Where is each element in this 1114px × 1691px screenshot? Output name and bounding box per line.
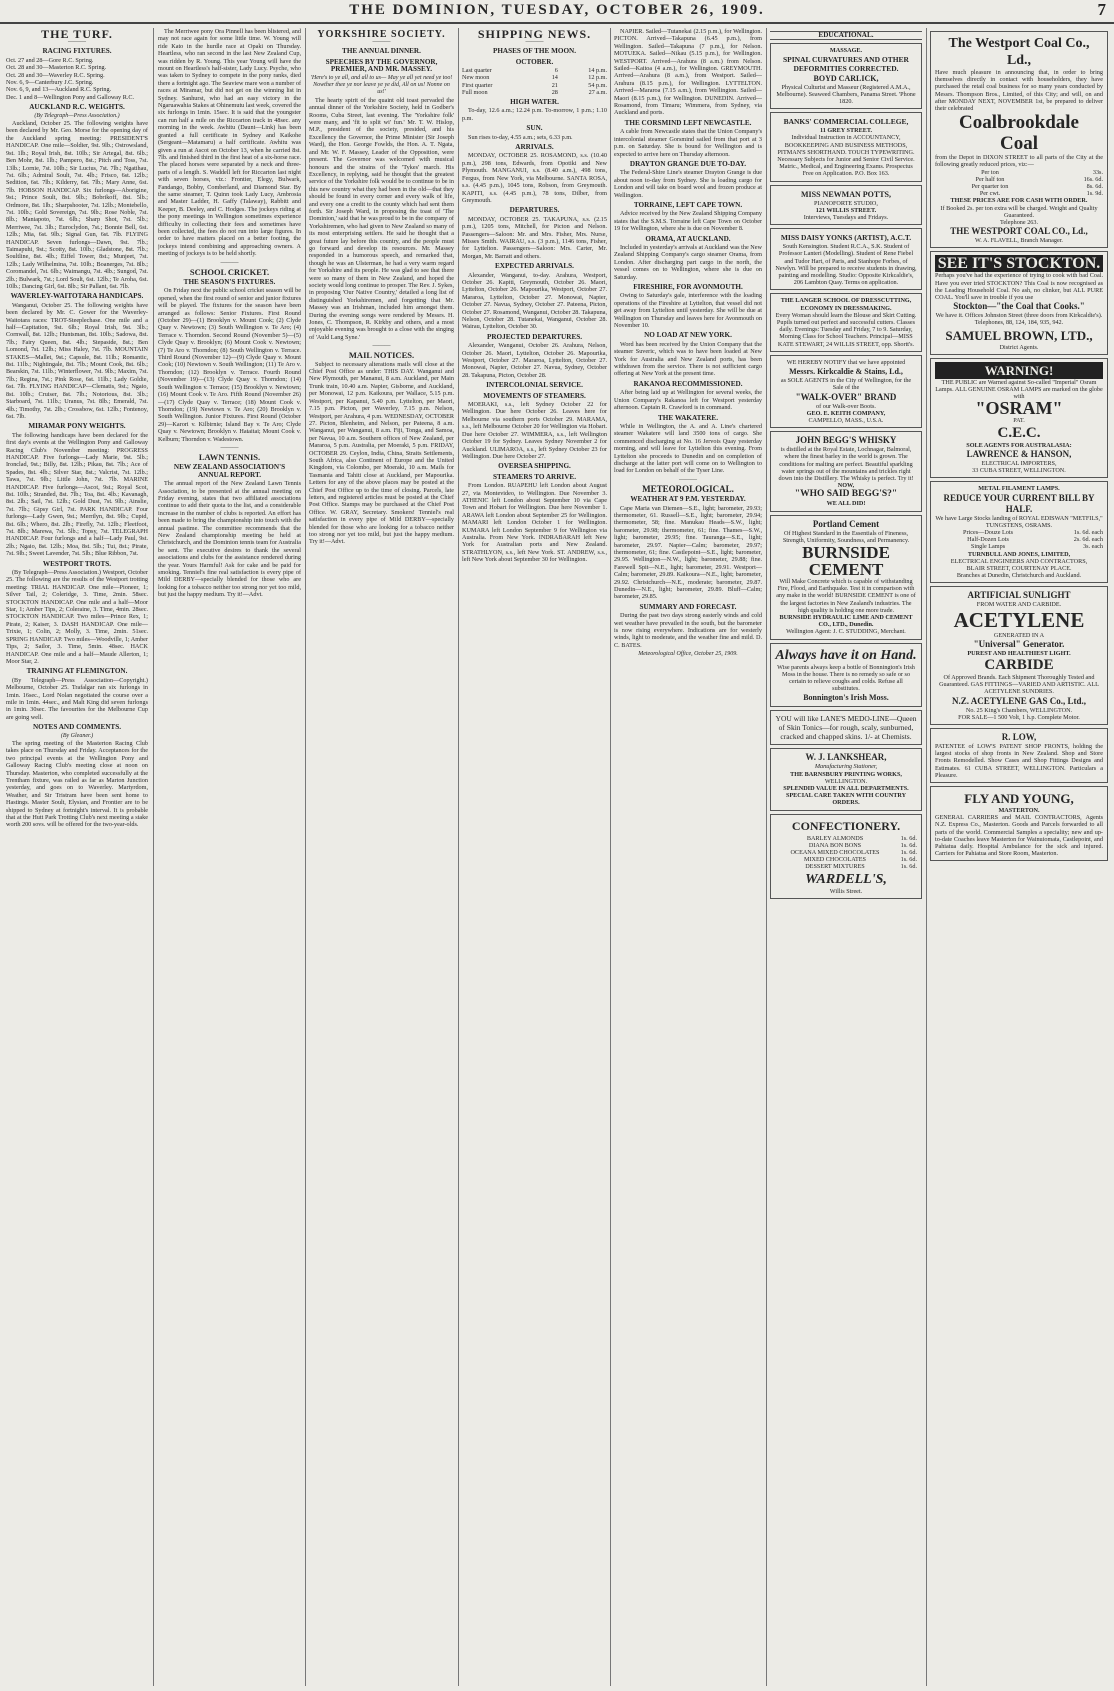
meteorological-title: METEOROLOGICAL. xyxy=(642,483,734,494)
news-text: Word has been received by the Union Company that the steamer Suveric, which was to have been loaded at New York for Australia and New Zealand ports, has been withdrawn from the service. There is not sufficient cargo offering at New York at the present time. xyxy=(614,340,762,378)
column-rule xyxy=(610,28,611,1686)
column-rule xyxy=(305,28,306,1686)
high-water-title: HIGH WATER. xyxy=(510,98,559,107)
ad-newman-potts: MISS NEWMAN POTTS, PIANOFORTE STUDIO, 121 WILLIS STREET. Interviews, Tuesdays and Fridays. xyxy=(770,185,922,226)
ad-low-shop-fronts: R. LOW, PATENTEE of LOW'S PATENT SHOP FRONTS, holding the largest stocks of shop fronts in New Zealand. Shop and Store Fronts Remodelled. Show Cases and Shop Fittings Designs and Estimates. 61 CUBA STREET, WELLINGTON. Particulars a Pleasure. xyxy=(930,728,1108,783)
table-row: Half-Dozen Lots 2s. 6d. each xyxy=(967,536,1103,544)
ad-daisy-yonks: MISS DAISY YONKS (ARTIST), A.C.T. South Kensington. Student R.C.A., S.K. Student of Professor Lanteri (Modelling). Student of Rene Fiebel and Tudor Hart, of Paris, and Stanhope Forbes, of Newlyn. Will be prepared to receive students in drawing, painting and modelling. Studio: Opposite Kirkcaldie's, 206 Lambton Quay. Terms on application. xyxy=(770,228,922,290)
oversea-text: From London. RUAPEHU left London about August 27, via Montevideo, to Wellington. Due November 3. ATHENIC left London about September 10 via Cape Town and Hobart for Wellington. Due here November 1. ARAWA left London about September 25 for Wellington. MAMARI left London October 1 for Wellington. KUMARA left London September 9 for Wellington via Australia. From New York. INDRABARAH left New York for Australian ports and New Zealand. STRATHLYON, s.s., left New York. ST. ANDREW, s.s., left New York about September 30 for Wellington. xyxy=(462,482,607,564)
column-ads-coal xyxy=(930,28,1108,1686)
lawn-tennis-title: LAWN TENNIS. xyxy=(198,451,261,462)
table-row: First quarter 21 54 p.m. xyxy=(462,81,607,89)
high-water-text: To-day, 12.6 a.m.; 12.24 p.m. To-morrow, 1 p.m.; 1.10 p.m. xyxy=(462,107,607,122)
ad-burnside-cement: Portland Cement Of Highest Standard in the Essentials of Fineness, Strength, Uniformity, Soundness, and Permanency. BURNSIDE CEMENT Will Make Concrete which is capable of withstanding Fire, Flood, and Earthquake. Test it in comparison with any make in the world! BURNSIDE CEMENT is one of the largest factories in New Zealand's industries. The high quality is holding one more trade. BURNSIDE HYDRAULIC LIME AND CEMENT CO., LTD., Dunedin. Wellington Agent: J. C. STUDDING, Merchant. xyxy=(770,515,922,640)
lamp-price-table xyxy=(935,529,1103,551)
turf-notes-continued: The Merriwee pony Ora Pinnell has been blistered, and may not race again for some little time. W. Young will ride Kato in the hurdle race at Opaki on Thursday. Heartless, who ran second in the last New Zealand Cup, was ridden by R. Young. This year Young will have the mount on Heartless's half-sister, Lady Lucy. Psyche, who was taken to Sydney to compete in the pony ranks, died there a fortnight ago. The Seaview mare won a number of races at Miramar, but did not get on the winning list in Sydney. Sanhurst, who had an easy victory in the Ngaruawahia Stakes at Ohinemutu last week, covered the six furlongs in 1min. 15sec. It is said that the youngster can run half a mile on the Riccarton track in 48sec. any morning in the week. Awhitu (Daunt—Link) has been granted a full certificate in Sydney and Kaikohe (Sergeant—Matamaru) a half certificate. Awhitu was given a run at Ascot on October 13, when he carried 8st. 7lb. and finished third in the first heat of a six-horse race. The placed horses were separated by a neck and three-parts of a length. S. Waddell left for Riccarton last night with seven horses, viz.: Frontier, Elegy, Bulwark, Fandango, Bobby, Comberland, and Diamond Star. By the same steamer, T. Quinn took Lady Lucy, Ambrosia and Master Ladder, H. Gaffy (Talaway), Rabbitt and Keeper, B. Deeley, and C. Hodges. The jockeys riding at the pony meetings in Wellington sometimes experience difficulty in collecting their fees and sometimes have been collected, the fees do not run into large figures. In order to have matters placed on a better footing, the jockeys intend combining and approaching owners. A meeting of jockeys is to be held shortly. xyxy=(158,28,301,258)
educational-heading: EDUCATIONAL. xyxy=(770,31,922,40)
mail-notices-text: Subject to necessary alterations mails will close at the Chief Post Office as under: THIS DAY. Wanganui and New Plymouth, per Mananui, 8 a.m. Auckland, per Main Trunk train, 10.40 a.m. Napier, Gisborne, and Auckland, per Monowai, 12 p.m. Kaikoura, per Wallace, 5.15 p.m. Westport, per Kapanui, 5.40 p.m. Lyttelton, per Maori, 7.15 p.m. Picton, per Waverley, 7.15 p.m. Nelson, Westport, per Arahura, 4 p.m. WEDNESDAY, OCTOBER 27. Picton, Blenheim, and Nelson, per Pateena, 8 a.m. Wanganui, per Wanganui, 8 a.m. Fiji, Tonga, and Samoa, per Navua, 10 a.m. Southern offices of New Zealand, per Mararoa, 5 p.m. Australia, per Moeraki, 5 p.m. FRIDAY, OCTOBER 29. Ceylon, India, China, Straits Settlements, South Africa, also Continent of Europe and the United Kingdom, via Colombo, per Moeraki, 10 a.m. Mails for Tasmania and Tahiti close at Auckland, per Mapourika. Letters for any of the above places may be posted at the Chief Post Office up to the time of closing. Parcels, late letters, and registered articles must be posted at the Chief Post Office. Stamps may be purchased at the Chief Post Office. W. GRAY, Secretary. Smokers! Tenniel's real satisfaction in every pipe of Mild DERBY—specially blended for those who are looking for a tobacco neither too strong nor yet too mild, but just the happy medium. Try it!—Advt. xyxy=(309,360,454,546)
yorkshire-text: The hearty spirit of the quaint old toast pervaded the annual dinner of the Yorkshire Society, held in Godber's Rooms, Cuba Street, last evening. The 'Yorkshire folk' were many, and 'fit to split wi' fun.' Mr. T. W. Hislop, M.P., president of the society, presided, and his Excellency the Governor, the Prime Minister (Sir Joseph Ward), the Hon. George Fowlds, the Hon. A. T. Ngata, and Mr. W. F. Massey, Leader of the Opposition, were present. The Governor was welcomed with musical honours and the strains of the 'Tykes' march. His Excellency, in replying, said he thought that the greatest service of the Yorkshire folk would be to continue to be in this new country what they had been in the old—that they should be found in every corner and every walk of life, and every one a credit to the county which had sent them forth. Sir Joseph Ward, in proposing the toast of 'The Dominion,' said that he was proud to be in the company of Yorkshiremen, who had given to New Zealand so many of its most enterprising settlers. He said he thought that a great future lay before this country, and the people must go forward and develop its resources. Mr. Massey responded in a humorous speech, and remarked that, though he was an Ulsterman, he had a very warm regard for Yorkshire and its people. He was glad to see that there were so many of them in New Zealand, and hoped the society would long continue to prosper. The Rev. J. Sykes, in proposing 'Our Native Country,' detailed a long list of distinguished Yorkshiremen, and forgetting that Mr. Massey was an Irishman, included him amongst them. During the evening songs were rendered by Messrs. H. Jones, C. Thompson, R. Kirkby and others, and a most enjoyable evening was brought to a close with the singing of 'Auld Lang Syne.' xyxy=(309,96,454,341)
ad-begg-whisky: JOHN BEGG'S WHISKY is distilled at the Royal Estate, Lochnagar, Balmoral, where the finest barley in the world is grown. The conditions for malting are perfect. Beautiful sparkling water springs out of the mountains and trickles right down into the Distillery. The Whisky is perfect. Try it! NOW, "WHO SAID BEGG'S?" WE ALL DID! xyxy=(770,431,922,511)
waverley-text: Wanganui, October 25. The following weights have been declared by Mr. C. Gower for the Waverley-Waitotara races: TROT-Steeplechase. One mile and a half—Capitation, 9st. 6lb.; Royal Irish, 9st. 3lb.; Cornwall, 8st. 12lb.; Huntsman, 8st. 10lb.; Sadowa, 8st. 7lb.; Fairy Queen, 8st. 4lb.; Stepaside, 8st.; Ben Lomond, 7st. 12lb.; Miss Haley, 7st. 7lb. MOUNTAIN STAKES—Mallet, 9st.; Capsule, 8st. 11lb.; Romantic, 8st. 11lb.; Nightingale, 8st. 7lb.; Mount Cook, 8st. 6lb.; Bearskin, 7st. 11lb.; Winterflower, 7st. 9lb.; Maxim, 7st. 7lb.; Regina, 7st.; Pink Rose, 6st. 11lb.; Lady Goldie, 6st. 7lb. FLYING HANDICAP—Clematis, 9st.; Ngaio, 8st. 10lb.; Cruiser, 8st. 7lb.; Notorious, 8st. 3lb.; Starboard, 7st. 11lb.; Uranus, 7st. 8lb.; Emerald, 7st. 4lb.; Timothy, 7st. 2lb.; Crossbow, 6st. 12lb.; Fontenoy, 6st. 7lb. xyxy=(6,301,148,420)
sun-text: Sun rises to-day, 4.55 a.m.; sets, 6.33 p.m. xyxy=(468,133,573,141)
phases-month: OCTOBER. xyxy=(515,57,554,66)
flemington-text: (By Telegraph—Press Association—Copyright.) Melbourne, October 25. Trafalgar ran six furlongs in 1min. 16sec., Lord Nolan negotiated the course over a mile in 1min. 44sec., and Malt King did seven furlongs in 1min. 30sec. The favourites for the Melbourne Cup are going well. xyxy=(6,676,148,721)
news-text: Advice received by the New Zealand Shipping Company states that the S.M.S. Torraine left Cape Town on October 19 for Wellington, where she is due on November 8. xyxy=(614,210,762,233)
fixture-item: Oct. 27 and 28—Gore R.C. Spring. xyxy=(6,56,94,64)
column-ads-educational xyxy=(770,28,922,1686)
table-row: Per half ton 16s. 6d. xyxy=(975,175,1103,183)
yorkshire-sub2: SPEECHES BY THE GOVERNOR, PREMIER, AND MR. MASSEY. xyxy=(325,57,438,74)
notes-text: The spring meeting of the Masterton Racing Club takes place on Thursday and Friday. Acceptances for the two principal events at the Wellington Pony and Galloway Racing Club's meeting close at noon on Thursday. Masterton, who completed successfully at the Trentham fixture, was railed as far as Marton Junction yesterday, and goes on to Waverley. Martyrdom, Weather, and Sir Tristram have been sent home to Hastings. Master Soult, Elysian, and Frontier are to be shipped to Sydney at fortnight's interval. It is probable that at the Hutt Park Trotting Club's next meeting a stake worth 200 sovs. will be offered for the two-year-olds. xyxy=(6,739,148,829)
auckland-weights-note: (By Telegraph—Press Association.) xyxy=(34,112,120,119)
miramar-text: The following handicaps have been declared for the first day's events at the Wellington Pony and Galloway Racing Club's November meeting: PROGRESS HANDICAP. Five furlongs—Lady Marie, 9st. 5lb.; Ironclad, 9st.; Billy, 8st. 12lb.; Pikau, 8st. 7lb.; Ace of Spades, 8st. 4lb.; Silver Star, 8st.; Valcrist, 7st. 12lb.; Tawa, 7st. 9lb.; Little John, 7st. 7lb. MARINE HANDICAP. Five furlongs—Ascot, 9st.; Royal Scot, 8st. 10lb.; Stranded, 8st. 7lb.; Toa, 8st. 4lb.; Kavanagh, 8st. 2lb.; Sail, 7st. 12lb.; Gold Dust, 7st. 9lb.; Ainslie, 7st. 7lb.; Gipsy Girl, 7st. PARK HANDICAP. Four furlongs—Lady Gwen, 9st.; Merrilyn, 8st. 9lb.; Cupid, 8st. 6lb.; Whero, 8st. 2lb.; Firefly, 7st. 12lb.; Fleetfoot, 7st. 8lb.; Marewa, 7st. 5lb.; Topsy, 7st. TELEGRAPH HANDICAP. Four furlongs and a half—Lady Paul, 9st. 2lb.; Ngaio, 8st. 12lb.; Moa, 8st. 5lb.; Tui, 8st.; Pirate, 7st. 9lb.; Sweet Lavender, 7st. 5lb.; Blue Ribbon, 7st. xyxy=(6,431,148,558)
yorkshire-sub: THE ANNUAL DINNER. xyxy=(342,47,421,56)
column-rule xyxy=(766,28,767,1686)
mail-notices-title: MAIL NOTICES. xyxy=(348,350,415,361)
fixture-item: Dec. 1 and 8—Wellington Pony and Galloway R.C. xyxy=(6,93,135,101)
table-row: MIXED CHOCOLATES 1s. 6d. xyxy=(803,856,917,864)
column-rule xyxy=(153,28,154,1686)
ad-fly-and-young: FLY AND YOUNG, MASTERTON. GENERAL CARRIERS and MAIL CONTRACTORS, Agents N.Z. Express Co., Masterton. Goods and Parcels forwarded to all parts of the world. Commercial Samples a speciality; new and up-to-date Coaches leave Masterton for Wainuiomata, Castlepoint, and Pahiatua daily. Hospital Ambulance for the sick and injured. Carriers for Pahiatua and Store Room, Masterton. xyxy=(930,786,1108,861)
intercolonial-sub: MOVEMENTS OF STEAMERS. xyxy=(483,391,586,400)
news-heading: RAKANOA RECOMMISSIONED. xyxy=(633,379,743,388)
news-text: Owing to Saturday's gale, interference with the loading operations of the Fireshire at Lyttelton, that vessel did not get away from Lyttelton until yesterday. She will be due at Wellington on Thursday and leaves here for Avonmouth on November 10. xyxy=(614,292,762,330)
forecast-text: During the past two days strong easterly winds and cold wet weather have prevailed in the south, but the barometer is now rising everywhere. Indications are for westerly winds, light to moderate, and the weather fine and mild. D. C. BATES. xyxy=(614,612,762,649)
masthead xyxy=(0,0,1114,24)
masthead-title: THE DOMINION, TUESDAY, OCTOBER 26, 1909. xyxy=(349,2,765,18)
miramar-title: MIRAMAR PONY WEIGHTS. xyxy=(28,422,126,431)
forecast-office: Meteorological Office, October 25, 1909. xyxy=(638,651,738,658)
news-heading: FIRESHIRE, FOR AVONMOUTH. xyxy=(633,283,743,291)
arrivals-title: ARRIVALS. xyxy=(515,143,554,152)
table-row: Full moon 28 27 a.m. xyxy=(462,88,607,96)
lawn-tennis-text: The annual report of the New Zealand Lawn Tennis Association, to be presented at the annual meeting on Friday evening, states that two affiliated associations continue to add their quota to the list, and a considerable increase in the number of clubs is reported. An effort has been made to bring the championship into touch with the annual pastime. The committee recommends that the New Zealand championship meeting be held at Christchurch, and the Dominion tennis team for Australia be sent. The executive desires to thank the several associations and clubs for the assistance rendered during the year. Yours Harmful! Ask for cake and be paid for smoking. Tenniel's fine real satisfaction is every pipe of Mild DERBY—specially blended for those who are looking for a tobacco neither too strong nor yet too mild, but just the happy medium. Try it!—Advt. xyxy=(158,480,301,599)
ad-langer-school: THE LANGER SCHOOL OF DRESSCUTTING, ECONOMY IN DRESSMAKING. Every Woman should learn the Blouse and Skirt Cutting. Pupils turned out perfect and successful cutters. Classes daily. Evenings: Tuesday and Friday, 7 to 9. Saturday, Morning Class for School Teachers. Principal—MISS KATE STEWART, 24 WILLIS STREET, opp. Shortt's. xyxy=(770,293,922,351)
ad-walk-over: WE HEREBY NOTIFY that we have appointed Messrs. Kirkcaldie & Stains, Ld., as SOLE AGENTS in the City of Wellington, for the Sale of the "WALK-OVER" BRAND of our Walk-over Boots. GEO. E. KEITH COMPANY, CAMPELLO, MASS., U.S.A. xyxy=(770,355,922,428)
section-heading-turf: THE TURF. xyxy=(41,28,113,41)
news-heading: NO LOAD AT NEW YORK. xyxy=(644,331,732,340)
ad-banks-college: BANKS' COMMERCIAL COLLEGE, 11 GREY STREET. Individual Instruction in ACCOUNTANCY, BOOKKEEPING AND BUSINESS METHODS, PITMAN'S SHORTHAND. TOUCH TYPEWRITING. Necessary Subjects for Junior and Senior Civil Service. Matric., Medical, and Engineering Exams. Prospectus Free on Application. P.O. Box 163. xyxy=(770,112,922,181)
oversea-sub: STEAMERS TO ARRIVE. xyxy=(492,472,576,481)
lawn-tennis-sub: NEW ZEALAND ASSOCIATION'S ANNUAL REPORT. xyxy=(173,463,286,479)
ad-osram-lamps: WARNING! THE PUBLIC are Warned against So-called "Imperial" Osram Lamps. ALL GENUINE OSRAM LAMPS are marked on the globe with "OSRAM" PAT. C.E.C. SOLE AGENTS FOR AUSTRALASIA: LAWRENCE & HANSON, ELECTRICAL IMPORTERS, 33 CUBA STREET, WELLINGTON. xyxy=(930,358,1108,478)
ad-lanes-medoline: YOU will like LANE'S MEDO-LINE—Queen of Skin Tonics—for rough, scaly, sunburned, cracked and chapped skins. 1/- at Chemists. xyxy=(770,710,922,745)
table-row: DESSERT MIXTURES 1s. 6d. xyxy=(805,863,917,871)
column-shipping: SHIPPING NEWS. ——— PHASES OF THE MOON. OCTOBER. Last quarter 6 14 p.m. New moon 14 12 p.m. First quarter 21 54 p.m. Full moon 28 27 a.m. HIGH WATER. To-day, 12.6 a.m.; 12.24 p.m. To-morrow, 1 p.m.; 1.10 p.m. SUN. Sun rises to-day, 4.55 a.m.; sets, 6.33 p.m. ARRIVALS. MONDAY, OCTOBER 25. ROSAMOND, s.s. (10.40 p.m.), 298 tons, Edwards, from Opotiki and New Plymouth. MANGANUI, s.s. (8.40 a.m.), 498 tons, Fergus, from New York, via Melbourne. SANTA ROSA, s.s. (4.45 p.m.), 1045 tons, Robson, from Greymouth. KAPITI, s.s. (4.45 p.m.), 78 tons, Dilber, from Greymouth. DEPARTURES. MONDAY, OCTOBER 25. TAKAPUNA, s.s. (2.15 p.m.), 1205 tons, Mitchell, for Picton and Nelson. Passengers—Saloon: Mr. and Mrs. Fisher, Mrs. Nurse, Misses Smith. WAIRAU, s.s. (3 p.m.), 1146 tons, Fisher, for Lyttelton. Passengers—Saloon: Mrs. Carter, Mr. Morgan, Mr. Barratt and others. EXPECTED ARRIVALS. Alexander, Wanganui, to-day. Arahura, Westport, October 26. Kapiti, Greymouth, October 26. Maori, Lyttelton, October 26. Mapourika, Westport, October 27. Mararoa, Lyttelton, October 27. Monowai, Napier, October 27. Navua, Sydney, October 27. Pateena, Picton, October 27. Rosamond, Wanganui, October 28. Takapuna, Nelson, October 28. Tutanekai, Wanganui, October 28. Wairau, Lyttelton, October 30. PROJECTED DEPARTURES. Alexander, Wanganui, October 26. Arahura, Nelson, October 26. Maori, Lyttelton, October 26. Mapourika, Westport, October 27. Mararoa, Lyttelton, October 27. Monowai, Napier, October 27. Navua, Sydney, October 28. Takapuna, Picton, October 28. INTERCOLONIAL SERVICE. MOVEMENTS OF STEAMERS. MOERAKI, s.s., left Sydney October 22 for Wellington. Due here October 26. Leaves here for Melbourne via southern ports October 29. MARAMA, s.s., left Melbourne October 20 for Wellington via Hobart. Due here October 27. WIMMERA, s.s., left Wellington October 19 for Sydney. Leaves Sydney November 2 for Auckland. ULIMAROA, s.s., left Sydney October 23 for Wellington. Due here October 27. OVERSEA SHIPPING. STEAMERS TO ARRIVE. From London. RUAPEHU left London about August 27, via Montevideo, to Wellington. Due November 3. ATHENIC left London about September 10 via Cape Town and Hobart for Wellington. Due here November 1. ARAWA left London about September 25 for Wellington. MAMARI left London October 1 for Wellington. KUMARA left London September 9 for Wellington via Australia. From New York. INDRABARAH left New York for Australian ports and New Zealand. STRATHLYON, s.s., left New York. ST. ANDREW, s.s., left New York about September 30 for Wellington. xyxy=(462,28,607,564)
auckland-weights-text: Auckland, October 25. The following weights have been declared by Mr. Geo. Morse for the opening day of the Auckland spring meeting: PRESIDENT'S HANDICAP. One mile—Soldier, 9st. 9lb.; Ostrowsland, 9st. 1lb.; Royal Irish, 8st. 10lb.; Sir Artegal, 8st. 6lb.; Ben Mohr, 8st. 1lb.; Pampero, 8st.; Pitch and Toss, 7st. 13lb.; Lornie, 7st. 10lb.; Sir Lucius, 7st. 7lb.; Ngatihau, 7st. 6lb.; Admiral Soult, 7st. 4lb.; Frisco, 6st. 12lb.; Sedition, 6st. 7lb.; Kilderry, 6st. 7lb.; Mary Anne, 6st. 7lb. HOBSON HANDICAP. Six furlongs—Aborigine, 9st.; Prince Soult, 8st. 9lb.; Bobrikoff, 8st. 5lb.; Ordmore, 8st. 1lb.; Sharpshooter, 7st. 12lb.; Montebello, 7st. 10lb.; Gold Sovereign, 7st. 9lb.; Rose Noble, 7st. 8lb.; Maniapoto, 7st. 6lb.; Sharp Shot, 7st. 5lb.; Merriwee, 7st. 3lb.; Euroclydon, 7st.; Bonnie Bell, 6st. 12lb.; Mia, 6st. 9lb.; Signal Gun, 6st. 7lb. FLYING HANDICAP. Seven furlongs—Dawn, 9st. 7lb.; Taimapuhi, 9st.; Scotty, 8st. 10lb.; Gladstone, 8st. 7lb.; Soultline, 8st. 4lb.; Eiffel Tower, 8st.; Munjeet, 7st. 12lb.; Lady Wilhelmina, 7st. 10lb.; Boanerges, 7st. 8lb.; Coromandel, 7st. 6lb.; Waimangu, 7st. 4lb.; Sungod, 7st. 2lb.; Bulwark, 7st.; Lord Soult, 6st. 12lb.; Te Aroha, 6st. 10lb.; Dancing Girl, 6st. 8lb.; Sir Pallant, 6st. 7lb. xyxy=(6,120,148,290)
table-row: DIANA BON BONS 1s. 6d. xyxy=(808,841,917,849)
meteorological-text: Cape Maria van Diemen—S.E., light; barometer, 29.93; thermometer, 61. Russell—S.E., light; barometer, 29.94; thermometer, 58; fine. Manukau Heads—S.W., light; barometer, 29.98; thermometer, 61; fine. Thames—S.W., light; barometer, 29.95; fine. Tauranga—S.E., light; barometer, 29.97. Napier—Calm; barometer, 29.97; thermometer, 61; fine. Castlepoint—S.E., light; barometer, 29.95. Wellington—N.W., light; barometer, 29.88; fine. Farewell Spit—N.E., light; barometer, 29.91. Westport—Calm; barometer, 29.89. Kaikoura—N.E., light; barometer, 29.92. Christchurch—N.E., moderate; barometer, 29.87. Dunedin—N.E., light; barometer, 29.89. Bluff—Calm; barometer, 29.85. xyxy=(614,504,762,601)
westport-trots-text: (By Telegraph—Press Association.) Westport, October 25. The following are the results of the Westport trotting meeting: TRIAL HANDICAP. One mile—Pioneer, 1; Silver Tail, 2; Coleridge, 3. Time, 2min. 58sec. STOCKTON HANDICAP. One mile and a half—Moor Star, 1; Amber Tips, 2; Coleraine, 3. Time, 4min. 28sec. STOCKTON HANDICAP. Two miles—Prince Rex, 1; Pirate, 2; Kaiser, 3. DASH HANDICAP. One mile—Trixie, 1; Colin, 2; Molly, 3. Time, 2min. 51sec. SPRING HANDICAP. Two miles—Woodville, 1; Amber Tips, 2; Sailor, 3. Time, 5min. 48sec. HACK HANDICAP. One mile and a half—Maude Allerton, 1; Moor Star, 2. xyxy=(6,569,148,665)
news-heading: DRAYTON GRANGE DUE TO-DAY. xyxy=(629,159,747,168)
page-number: 7 xyxy=(1097,0,1106,19)
yorkshire-heading: YORKSHIRE SOCIETY. xyxy=(317,29,446,40)
projected-departures-title: PROJECTED DEPARTURES. xyxy=(486,332,583,341)
oversea-title: OVERSEA SHIPPING. xyxy=(498,462,571,471)
school-cricket-text: On Friday next the public school cricket season will be opened, when the first round of senior and junior fixtures will be played. The fixtures for the season have been arranged as follows: Senior Fixtures. First Round (October 29)—(1) Brooklyn v. Mount Cook; (2) Clyde Quay v. Newtown; (3) South Wellington v. Te Aro; (4) Terrace v. Thorndon. Second Round (November 5)—(5) Clyde Quay v. Brooklyn; (6) Mount Cook v. Newtown; (7) Te Aro v. Thorndon; (8) South Wellington v. Terrace. Third Round (November 12)—(9) Clyde Quay v. Mount Cook; (10) Newtown v. South Wellington; (11) Te Aro v. Thorndon; (12) Brooklyn v. Terrace. Fourth Round (November 19)—(13) Clyde Quay v. Thorndon; (14) South Wellington v. Terrace; (15) Brooklyn v. Newtown; (16) Mount Cook v. Te Aro. Fifth Round (November 26)—(17) Clyde Quay v. Terrace; (18) Mount Cook v. Thorndon; (19) Newtown v. Te Aro; (20) Brooklyn v. South Wellington. Junior Fixtures. First Round (October 29)—Karori v. Kilbirnie; Island Bay v. Te Aro; Clyde Quay v. Newtown; Brooklyn v. Hataitai; Mount Cook v. Kelburn; Thorndon v. Wadestown. xyxy=(158,287,301,443)
phases-title: PHASES OF THE MOON. xyxy=(492,47,577,56)
arrivals-text: MONDAY, OCTOBER 25. ROSAMOND, s.s. (10.40 p.m.), 298 tons, Edwards, from Opotiki and New Plymouth. MANGANUI, s.s. (8.40 a.m.), 498 tons, Fergus, from New York, via Melbourne. SANTA ROSA, s.s. (4.45 p.m.), 1045 tons, Robson, from Greymouth. KAPITI, s.s. (4.45 p.m.), 78 tons, Dilber, from Greymouth. xyxy=(462,152,607,204)
shipping-heading: SHIPPING NEWS. xyxy=(477,28,592,41)
fixture-item: Oct. 28 and 30—Masterton R.C. Spring. xyxy=(6,64,107,72)
projected-departures-text: Alexander, Wanganui, October 26. Arahura, Nelson, October 26. Maori, Lyttelton, October 26. Mapourika, Westport, October 27. Mararoa, Lyttelton, October 27. Monowai, Napier, October 27. Navua, Sydney, October 28. Takapuna, Picton, October 28. xyxy=(462,342,607,379)
ad-stockton-coal: SEE IT'S STOCKTON. Perhaps you've had the experience of trying to cook with bad Coal. Have you ever tried STOCKTON? This Coal is now recognised as the Leading Household Coal. No ash, no clinker, but ALL PURE COAL. You'll save in trouble if you use Stockton—"the Coal that Cooks." We have it. Offices Johnston Street (three doors from Kirkcaldie's). Telephones, 88, 124, 184, 935, 942. SAMUEL BROWN, LTD., District Agents. xyxy=(930,251,1108,354)
ad-wardells-confectionery: CONFECTIONERY. BARLEY ALMONDS 1s. 6d. DIANA BON BONS 1s. 6d. OCEANA MIXED CHOCOLATES 1s. 6d. MIXED CHOCOLATES 1s. 6d. DESSERT MIXTURES 1s. 6d. WARDELL'S, Willis Street. xyxy=(770,814,922,899)
school-cricket-title: SCHOOL CRICKET. xyxy=(189,266,270,277)
ad-massage: MASSAGE. SPINAL CURVATURES AND OTHER DEFORMITIES CORRECTED. BOYD CARLICK, Physical Culturist and Masseur (Registered A.M.A., Melbourne). Seaweed Chambers, Panama Street. 'Phone 1820. xyxy=(770,43,922,109)
ad-metal-filament: METAL FILAMENT LAMPS. REDUCE YOUR CURRENT BILL BY HALF. We have Large Stocks landing of ROYAL EDISWAN "METFILS," TUNGSTENS, OSRAMS. Prices—Douze Lots 1s. 6d. each Half-Dozen Lots 2s. 6d. each Single Lamps 3s. each TURNBULL AND JONES, LIMITED, ELECTRICAL ENGINEERS AND CONTRACTORS, BLAIR STREET, COURTENAY PLACE. Branches at Dunedin, Christchurch and Auckland. xyxy=(930,481,1108,583)
news-text: A cable from Newcastle states that the Union Company's intercolonial steamer Gorsmind sailed from that port at 3 p.m. on Saturday. She is bound for Wellington and is expected to arrive here on Thursday afternoon. xyxy=(614,128,762,158)
yorkshire-verse: 'Here's to ye all, and all to us— May ye all yet need ye too! Nowther thee ye nor leave ye ye did, All on us! Nonne on us!' xyxy=(310,74,453,96)
column-shipping-news: NAPIER. Sailed—Tutanekai (2.15 p.m.), for Wellington. PICTON. Arrived—Takapuna (6.45 p.m.), from Wellington. Sailed—Takapuna (7 p.m.), for Nelson. MOTUEKA. Sailed—Nikau (5.15 p.m.), for Wellington. WESTPORT. Arrived—Arahura (8 a.m.) from Nelson. Sailed—Kaitoa (4 a.m.), for Wellington. GREYMOUTH. Arrived—Arahura (8 a.m.), from Westport. Sailed—Arahura (8.15 p.m.), for Wellington. LYTTELTON. Arrived—Mararoa (7.15 a.m.), from Wellington. Sailed—Maori (8.15 p.m.), for Wellington. DUNEDIN. Arrived—Rosamond, from Timaru; Wimmera, from Sydney, via Auckland and ports. THE CORSMIND LEFT NEWCASTLE. A cable from Newcastle states that the Union Company's intercolonial steamer Gorsmind sailed from that port at 3 p.m. on Saturday. She is bound for Wellington and is expected to arrive here on Thursday afternoon. DRAYTON GRANGE DUE TO-DAY. The Federal-Shire Line's steamer Drayton Grange is due about noon to-day from Sydney. She is loading cargo for London and will take on board wool and frozen produce at Wellington. TORRAINE, LEFT CAPE TOWN. Advice received by the New Zealand Shipping Company states that the S.M.S. Torraine left Cape Town on October 19 for Wellington, where she is due on November 8. ORAMA, AT AUCKLAND. Included in yesterday's arrivals at Auckland was the New Zealand Shipping Company's cargo steamer Orama, from London. After discharging part cargo in the north, the vessel comes on to Wellington, where she is due on Saturday. FIRESHIRE, FOR AVONMOUTH. Owing to Saturday's gale, interference with the loading operations of the Fireshire at Lyttelton, that vessel did not get away from Lyttelton until yesterday. She will be due at Wellington on Thursday and leaves here for Avonmouth on November 10. NO LOAD AT NEW YORK. Word has been received by the Union Company that the steamer Suveric, which was to have been loaded at New York for Australia and New Zealand ports, has been withdrawn from the service. There is not sufficient cargo offering at New York at the present time. RAKANOA RECOMMISSIONED. After being laid up at Wellington for several weeks, the Union Company's Rakanoa left for Westport yesterday afternoon. Captain R. Crawford is in command. THE WAKATERE. While in Wellington, the A. and A. Line's chartered steamer Wakatere will land 3500 tons of cargo. She commenced discharging at No. 16 Jervois Quay yesterday morning, and will leave for Lyttelton this evening. From Lyttelton she proceeds to Dunedin and on completion of discharge at the latter port will come on to Wellington to load for London on behalf of the Tyser Line. ——— METEOROLOGICAL. WEATHER AT 9 P.M. YESTERDAY. Cape Maria van Diemen—S.E., light; barometer, 29.93; thermometer, 61. Russell—S.E., light; barometer, 29.94; thermometer, 58; fine. Manukau Heads—S.W., light; barometer, 29.98; thermometer, 61; fine. Thames—S.W., light; barometer, 29.95; fine. Tauranga—S.E., light; barometer, 29.97. Napier—Calm; barometer, 29.97; thermometer, 61; fine. Castlepoint—S.E., light; barometer, 29.95. Wellington—N.W., light; barometer, 29.88; fine. Farewell Spit—N.E., light; barometer, 29.91. Westport—Calm; barometer, 29.89. Kaikoura—N.E., light; barometer, 29.92. Christchurch—N.E., moderate; barometer, 29.87. Dunedin—N.E., light; barometer, 29.89. Bluff—Calm; barometer, 29.85. SUMMARY AND FORECAST. During the past two days strong easterly winds and cold wet weather have prevailed in the south, but the barometer is now rising everywhere. Indications are for westerly winds, light to moderate, and the weather fine and mild. D. C. BATES. Meteorological Office, October 25, 1909. xyxy=(614,28,762,658)
sun-title: SUN. xyxy=(526,124,543,133)
news-heading: TORRAINE, LEFT CAPE TOWN. xyxy=(633,200,743,209)
table-row: Last quarter 6 14 p.m. xyxy=(462,67,607,75)
table-row: Prices—Douze Lots 1s. 6d. each xyxy=(963,528,1103,536)
departures-title: DEPARTURES. xyxy=(509,206,560,215)
table-row: Per ton 33s. xyxy=(981,168,1103,176)
ad-westport-coal: The Westport Coal Co., Ld., Have much pleasure in announcing that, in order to bring themselves directly in contact with householders, they have purchased the retail coal business for so many years conducted by Messrs. Thompson Bros., Limited, of this City; and will, on and after MONDAY NEXT, NOVEMBER 1st, be prepared to deliver their celebrated Coalbrookdale Coal from the Depot in DIXON STREET to all parts of the City at the following greatly reduced prices, viz:— Per ton 33s. Per half ton 16s. 6d. Per quarter ton 8s. 6d. Per cwt. 1s. 9d. THESE PRICES ARE FOR CASH WITH ORDER. If Booked 2s. per ton extra will be charged. Weight and Quality Guaranteed. Telephone 263. THE WESTPORT COAL CO., Ld., W. A. FLAVELL, Branch Manager. xyxy=(930,31,1108,248)
column-rule xyxy=(458,28,459,1686)
table-row: BARLEY ALMONDS 1s. 6d. xyxy=(806,834,917,842)
coal-price-table xyxy=(935,169,1103,198)
news-text: The Federal-Shire Line's steamer Drayton Grange is due about noon to-day from Sydney. She is loading cargo for London and will take on board wool and frozen produce at Wellington. xyxy=(614,169,762,199)
table-row: OCEANA MIXED CHOCOLATES 1s. 6d. xyxy=(790,849,917,856)
news-text: After being laid up at Wellington for several weeks, the Union Company's Rakanoa left for Westport yesterday afternoon. Captain R. Crawford is in command. xyxy=(614,389,762,412)
forecast-title: SUMMARY AND FORECAST. xyxy=(639,602,737,611)
intercolonial-text: MOERAKI, s.s., left Sydney October 22 for Wellington. Due here October 26. Leaves here for Melbourne via southern ports October 29. MARAMA, s.s., left Melbourne October 20 for Wellington via Hobart. Due here October 27. WIMMERA, s.s., left Wellington October 19 for Sydney. Leaves Sydney November 2 for Auckland. ULIMAROA, s.s., left Sydney October 23 for Wellington. Due here October 27. xyxy=(462,401,607,460)
fixture-item: Nov. 6, 9, and 13—Auckland R.C. Spring. xyxy=(6,86,112,94)
racing-fixtures-title: RACING FIXTURES. xyxy=(42,47,112,56)
news-text: While in Wellington, the A. and A. Line's chartered steamer Wakatere will land 3500 tons of cargo. She commenced discharging at No. 16 Jervois Quay yesterday morning, and will leave for Lyttelton this evening. From Lyttelton she proceeds to Dunedin and on completion of discharge at the latter port will come on to Wellington to load for London on behalf of the Tyser Line. xyxy=(614,422,762,475)
expected-arrivals-text: Alexander, Wanganui, to-day. Arahura, Westport, October 26. Kapiti, Greymouth, October 26. Maori, Lyttelton, October 26. Mapourika, Westport, October 27. Mararoa, Lyttelton, October 27. Monowai, Napier, October 27. Navua, Sydney, October 27. Pateena, Picton, October 27. Rosamond, Wanganui, October 28. Takapuna, Nelson, October 28. Tutanekai, Wanganui, October 28. Wairau, Lyttelton, October 30. xyxy=(462,271,607,331)
news-heading: THE CORSMIND LEFT NEWCASTLE. xyxy=(624,118,752,127)
news-heading: THE WAKATERE. xyxy=(657,413,719,422)
column-rule xyxy=(926,28,927,1686)
fixture-item: Nov. 6, 9—Canterbury J.C. Spring. xyxy=(6,79,94,87)
westport-trots-title: WESTPORT TROTS. xyxy=(42,559,112,568)
confectionery-price-table xyxy=(775,835,917,871)
ad-acetylene: ARTIFICIAL SUNLIGHT FROM WATER AND CARBIDE. ACETYLENE GENERATED IN A "Universal" Generator. PUREST AND HEALTHIEST LIGHT. CARBIDE Of Approved Brands. Each Shipment Thoroughly Tested and Guaranteed. GAS FITTINGS—VARIED AND ARTISTIC. ALL ACETYLENE SUNDRIES. N.Z. ACETYLENE GAS Co., Ltd., No. 25 King's Chambers, WELLINGTON. FOR SALE—1 500 Volt, 1 h.p. Complete Motor. xyxy=(930,586,1108,725)
notes-byline: (By Gleaner.) xyxy=(60,732,94,739)
departures-text: MONDAY, OCTOBER 25. TAKAPUNA, s.s. (2.15 p.m.), 1205 tons, Mitchell, for Picton and Nelson. Passengers—Saloon: Mr. and Mrs. Fisher, Mrs. Nurse, Misses Smith. WAIRAU, s.s. (3 p.m.), 1146 tons, Fisher, for Lyttelton. Passengers—Saloon: Mrs. Carter, Mr. Morgan, Mr. Barratt and others. xyxy=(462,215,607,260)
news-text: Included in yesterday's arrivals at Auckland was the New Zealand Shipping Company's cargo steamer Orama, from London. After discharging part cargo in the north, the vessel comes on to Wellington, where she is due on Saturday. xyxy=(614,243,762,281)
moon-phases-table xyxy=(462,67,607,96)
school-cricket-sub: THE SEASON'S FIXTURES. xyxy=(183,278,276,286)
fixture-item: Oct. 28 and 30—Waverley R.C. Spring. xyxy=(6,71,105,79)
port-reports: NAPIER. Sailed—Tutanekai (2.15 p.m.), for Wellington. PICTON. Arrived—Takapuna (6.45 p.m.), from Wellington. Sailed—Takapuna (7 p.m.), for Nelson. MOTUEKA. Sailed—Nikau (5.15 p.m.), for Wellington. WESTPORT. Arrived—Arahura (8 a.m.) from Nelson. Sailed—Kaitoa (4 a.m.), for Wellington. GREYMOUTH. Arrived—Arahura (8 a.m.), from Westport. Sailed—Arahura (8.15 p.m.), for Wellington. LYTTELTON. Arrived—Mararoa (7.15 a.m.), from Wellington. Sailed—Maori (8.15 p.m.), for Wellington. DUNEDIN. Arrived—Rosamond, from Timaru; Wimmera, from Sydney, via Auckland and ports. xyxy=(614,28,762,117)
news-heading: ORAMA, AT AUCKLAND. xyxy=(645,234,731,243)
auckland-weights-title: AUCKLAND R.C. WEIGHTS. xyxy=(29,103,125,112)
meteorological-sub: WEATHER AT 9 P.M. YESTERDAY. xyxy=(630,495,746,504)
column-sport: The Merriwee pony Ora Pinnell has been blistered, and may not race again for some little time. W. Young will ride Kato in the hurdle race at Opaki on Thursday. Heartless, who ran second in the last New Zealand Cup, was ridden by R. Young. This year Young will have the mount on Heartless's half-sister, Lady Lucy. Psyche, who was taken to Sydney to compete in the pony ranks, died there a fortnight ago. The Seaview mare won a number of races at Miramar, but did not get on the winning list in Sydney. Sanhurst, who had an easy victory in the Ngaruawahia Stakes at Ohinemutu last week, covered the six furlongs in 1min. 15sec. It is said that the youngster can run half a mile on the Riccarton track in 48sec. any morning in the week. Awhitu (Daunt—Link) has been granted a full certificate in Sydney and Kaikohe (Sergeant—Matamaru) a half certificate. Awhitu was given a run at Ascot on October 13, when he carried 8st. 7lb. and finished third in the first heat of a six-horse race. The placed horses were separated by a neck and three-parts of a length. S. Waddell left for Riccarton last night with seven horses, viz.: Frontier, Elegy, Bulwark, Fandango, Bobby, Comberland, and Diamond Star. By the same steamer, T. Quinn took Lady Lucy, Ambrosia and Master Ladder, H. Gaffy (Talaway), Rabbitt and Keeper, B. Deeley, and C. Hodges. The jockeys riding at the pony meetings in Wellington sometimes experience difficulty in collecting their fees and sometimes have been collected, the fees do not run into large figures. In order to have matters placed on a better footing, the jockeys intend combining and approaching owners. A meeting of jockeys is to be held shortly. ——— SCHOOL CRICKET. THE SEASON'S FIXTURES. On Friday next the public school cricket season will be opened, when the first round of senior and junior fixtures will be played. The fixtures for the season have been arranged as follows: Senior Fixtures. First Round (October 29)—(1) Brooklyn v. Mount Cook; (2) Clyde Quay v. Newtown; (3) South Wellington v. Te Aro; (4) Terrace v. Thorndon. Second Round (November 5)—(5) Clyde Quay v. Brooklyn; (6) Mount Cook v. Newtown; (7) Te Aro v. Thorndon; (8) South Wellington v. Terrace. Third Round (November 12)—(9) Clyde Quay v. Mount Cook; (10) Newtown v. South Wellington; (11) Te Aro v. Thorndon; (12) Brooklyn v. Terrace. Fourth Round (November 19)—(13) Clyde Quay v. Thorndon; (14) South Wellington v. Terrace; (15) Brooklyn v. Newtown; (16) Mount Cook v. Te Aro. Fifth Round (November 26)—(17) Clyde Quay v. Terrace; (18) Mount Cook v. Thorndon; (19) Newtown v. Te Aro; (20) Brooklyn v. South Wellington. Junior Fixtures. First Round (October 29)—Karori v. Kilbirnie; Island Bay v. Te Aro; Clyde Quay v. Newtown; Brooklyn v. Hataitai; Mount Cook v. Kelburn; Thorndon v. Wadestown. ——— LAWN TENNIS. NEW ZEALAND ASSOCIATION'S ANNUAL REPORT. The annual report of the New Zealand Lawn Tennis Association, to be presented at the annual meeting on Friday evening, states that two affiliated associations continue to add their quota to the list, and a considerable increase in the number of clubs is reported. An effort has been made to bring the championship into touch with the annual pastime. The committee recommends that the New Zealand championship meeting be held at Christchurch, and the Dominion tennis team for Australia be sent. The executive desires to thank the several associations and clubs for the assistance rendered during the year. Yours Harmful! Ask for cake and be paid for smoking. Tenniel's fine real satisfaction is every pipe of Mild DERBY—specially blended for those who are looking for a tobacco neither too strong nor yet too mild, but just the happy medium. Try it!—Advt. xyxy=(158,28,301,599)
table-row: New moon 14 12 p.m. xyxy=(462,74,607,82)
table-row: Single Lamps 3s. each xyxy=(970,543,1103,551)
column-yorkshire: YORKSHIRE SOCIETY. ——— THE ANNUAL DINNER. SPEECHES BY THE GOVERNOR, PREMIER, AND MR. MASSEY. 'Here's to ye all, and all to us— May ye all yet need ye too! Nowther thee ye nor leave ye ye did, All on us! Nonne on us!' The hearty spirit of the quaint old toast pervaded the annual dinner of the Yorkshire Society, held in Godber's Rooms, Cuba Street, last evening. The 'Yorkshire folk' were many, and 'fit to split wi' fun.' Mr. T. W. Hislop, M.P., president of the society, presided, and his Excellency the Governor, the Prime Minister (Sir Joseph Ward), the Hon. George Fowlds, the Hon. A. T. Ngata, and Mr. W. F. Massey, Leader of the Opposition, were present. The Governor was welcomed with musical honours and the strains of the 'Tykes' march. His Excellency, in replying, said he thought that the greatest service of the Yorkshire folk would be to continue to be in this new country what they had been in the old—that they should be found in every corner and every walk of life, and every one a credit to the county which had sent them forth. Sir Joseph Ward, in proposing the toast of 'The Dominion,' said that he was proud to be in the company of Yorkshiremen, who had given to New Zealand so many of its most enterprising settlers. He said he thought that a great future lay before this country, and the people must go forward and develop its resources. Mr. Massey responded in a humorous speech, and remarked that, though he was an Ulsterman, he had a very warm regard for Yorkshire and its people. He was glad to see that there were so many of them in New Zealand, and hoped the society would long continue to prosper. The Rev. J. Sykes, in proposing 'Our Native Country,' detailed a long list of distinguished Yorkshiremen, and forgetting that Mr. Massey was an Irishman, included him amongst them. During the evening songs were rendered by Messrs. H. Jones, C. Thompson, R. Kirkby and others, and a most enjoyable evening was brought to a close with the singing of 'Auld Lang Syne.' ——— MAIL NOTICES. Subject to necessary alterations mails will close at the Chief Post Office as under: THIS DAY. Wanganui and New Plymouth, per Mananui, 8 a.m. Auckland, per Main Trunk train, 10.40 a.m. Napier, Gisborne, and Auckland, per Monowai, 12 p.m. Kaikoura, per Wallace, 5.15 p.m. Westport, per Kapanui, 5.40 p.m. Lyttelton, per Maori, 7.15 p.m. Picton, per Waverley, 7.15 p.m. Nelson, Westport, per Arahura, 4 p.m. WEDNESDAY, OCTOBER 27. Picton, Blenheim, and Nelson, per Pateena, 8 a.m. Wanganui, per Wanganui, 8 a.m. Fiji, Tonga, and Samoa, per Navua, 10 a.m. Southern offices of New Zealand, per Mararoa, 5 p.m. Australia, per Moeraki, 5 p.m. FRIDAY, OCTOBER 29. Ceylon, India, China, Straits Settlements, South Africa, also Continent of Europe and the United Kingdom, via Colombo, per Moeraki, 10 a.m. Mails for Tasmania and Tahiti close at Auckland, per Mapourika. Letters for any of the above places may be posted at the Chief Post Office up to the time of closing. Parcels, late letters, and registered articles must be posted at the Chief Post Office. Stamps may be purchased at the Chief Post Office. W. GRAY, Secretary. Smokers! Tenniel's real satisfaction in every pipe of Mild DERBY—specially blended for those who are looking for a tobacco neither too strong nor yet too mild, but just the happy medium. Try it!—Advt. xyxy=(309,29,454,546)
table-row: Per cwt. 1s. 9d. xyxy=(979,190,1103,198)
waverley-title: WAVERLEY-WAITOTARA HANDICAPS. xyxy=(10,292,144,301)
intercolonial-title: INTERCOLONIAL SERVICE. xyxy=(486,381,583,390)
ad-irish-moss: Always have it on Hand. Wise parents always keep a bottle of Bonnington's Irish Moss in the house. There is no remedy so safe or so certain to relieve coughs and colds. Refuse all substitutes. Bonnington's Irish Moss. xyxy=(770,643,922,708)
ad-lankshear: W. J. LANKSHEAR, Manufacturing Stationer, THE BARNSBURY PRINTING WORKS, WELLINGTON. SPLENDID VALUE IN ALL DEPARTMENTS. SPECIAL CARE TAKEN WITH COUNTRY ORDERS. xyxy=(770,748,922,810)
flemington-title: TRAINING AT FLEMINGTON. xyxy=(26,667,128,676)
expected-arrivals-title: EXPECTED ARRIVALS. xyxy=(495,262,574,271)
notes-title: NOTES AND COMMENTS. xyxy=(32,723,122,732)
column-turf: THE TURF. ——— RACING FIXTURES. Oct. 27 and 28—Gore R.C. Spring. Oct. 28 and 30—Masterton R.C. Spring. Oct. 28 and 30—Waverley R.C. Spring. Nov. 6, 9—Canterbury J.C. Spring. Nov. 6, 9, and 13—Auckland R.C. Spring. Dec. 1 and 8—Wellington Pony and Galloway R.C. AUCKLAND R.C. WEIGHTS. (By Telegraph—Press Association.) Auckland, October 25. The following weights have been declared by Mr. Geo. Morse for the opening day of the Auckland spring meeting: PRESIDENT'S HANDICAP. One mile—Soldier, 9st. 9lb.; Ostrowsland, 9st. 1lb.; Royal Irish, 8st. 10lb.; Sir Artegal, 8st. 6lb.; Ben Mohr, 8st. 1lb.; Pampero, 8st.; Pitch and Toss, 7st. 13lb.; Lornie, 7st. 10lb.; Sir Lucius, 7st. 7lb.; Ngatihau, 7st. 6lb.; Admiral Soult, 7st. 4lb.; Frisco, 6st. 12lb.; Sedition, 6st. 7lb.; Kilderry, 6st. 7lb.; Mary Anne, 6st. 7lb. HOBSON HANDICAP. Six furlongs—Aborigine, 9st.; Prince Soult, 8st. 9lb.; Bobrikoff, 8st. 5lb.; Ordmore, 8st. 1lb.; Sharpshooter, 7st. 12lb.; Montebello, 7st. 10lb.; Gold Sovereign, 7st. 9lb.; Rose Noble, 7st. 8lb.; Maniapoto, 7st. 6lb.; Sharp Shot, 7st. 5lb.; Merriwee, 7st. 3lb.; Euroclydon, 7st.; Bonnie Bell, 6st. 12lb.; Mia, 6st. 9lb.; Signal Gun, 6st. 7lb. FLYING HANDICAP. Seven furlongs—Dawn, 9st. 7lb.; Taimapuhi, 9st.; Scotty, 8st. 10lb.; Gladstone, 8st. 7lb.; Soultline, 8st. 4lb.; Eiffel Tower, 8st.; Munjeet, 7st. 12lb.; Lady Wilhelmina, 7st. 10lb.; Boanerges, 7st. 8lb.; Coromandel, 7st. 6lb.; Waimangu, 7st. 4lb.; Sungod, 7st. 2lb.; Bulwark, 7st.; Lord Soult, 6st. 12lb.; Te Aroha, 6st. 10lb.; Dancing Girl, 6st. 8lb.; Sir Pallant, 6st. 7lb. WAVERLEY-WAITOTARA HANDICAPS. Wanganui, October 25. The following weights have been declared by Mr. C. Gower for the Waverley-Waitotara races: TROT-Steeplechase. One mile and a half—Capitation, 9st. 6lb.; Royal Irish, 9st. 3lb.; Cornwall, 8st. 12lb.; Huntsman, 8st. 10lb.; Sadowa, 8st. 7lb.; Fairy Queen, 8st. 4lb.; Stepaside, 8st.; Ben Lomond, 7st. 12lb.; Miss Haley, 7st. 7lb. MOUNTAIN STAKES—Mallet, 9st.; Capsule, 8st. 11lb.; Romantic, 8st. 11lb.; Nightingale, 8st. 7lb.; Mount Cook, 8st. 6lb.; Bearskin, 7st. 11lb.; Winterflower, 7st. 9lb.; Maxim, 7st. 7lb.; Regina, 7st.; Pink Rose, 6st. 11lb.; Lady Goldie, 6st. 7lb. FLYING HANDICAP—Clematis, 9st.; Ngaio, 8st. 10lb.; Cruiser, 8st. 7lb.; Notorious, 8st. 3lb.; Starboard, 7st. 11lb.; Uranus, 7st. 8lb.; Emerald, 7st. 4lb.; Timothy, 7st. 2lb.; Crossbow, 6st. 12lb.; Fontenoy, 6st. 7lb. MIRAMAR PONY WEIGHTS. The following handicaps have been declared for the first day's events at the Wellington Pony and Galloway Racing Club's November meeting: PROGRESS HANDICAP. Five furlongs—Lady Marie, 9st. 5lb.; Ironclad, 9st.; Billy, 8st. 12lb.; Pikau, 8st. 7lb.; Ace of Spades, 8st. 4lb.; Silver Star, 8st.; Valcrist, 7st. 12lb.; Tawa, 7st. 9lb.; Little John, 7st. 7lb. MARINE HANDICAP. Five furlongs—Ascot, 9st.; Royal Scot, 8st. 10lb.; Stranded, 8st. 7lb.; Toa, 8st. 4lb.; Kavanagh, 8st. 2lb.; Sail, 7st. 12lb.; Gold Dust, 7st. 9lb.; Ainslie, 7st. 7lb.; Gipsy Girl, 7st. PARK HANDICAP. Four furlongs—Lady Gwen, 9st.; Merrilyn, 8st. 9lb.; Cupid, 8st. 6lb.; Whero, 8st. 2lb.; Firefly, 7st. 12lb.; Fleetfoot, 7st. 8lb.; Marewa, 7st. 5lb.; Topsy, 7st. TELEGRAPH HANDICAP. Four furlongs and a half—Lady Paul, 9st. 2lb.; Ngaio, 8st. 12lb.; Moa, 8st. 5lb.; Tui, 8st.; Pirate, 7st. 9lb.; Sweet Lavender, 7st. 5lb.; Blue Ribbon, 7st. WESTPORT TROTS. (By Telegraph—Press Association.) Westport, October 25. The following are the results of the Westport trotting meeting: TRIAL HANDICAP. One mile—Pioneer, 1; Silver Tail, 2; Coleridge, 3. Time, 2min. 58sec. STOCKTON HANDICAP. One mile and a half—Moor Star, 1; Amber Tips, 2; Coleraine, 3. Time, 4min. 28sec. STOCKTON HANDICAP. Two miles—Prince Rex, 1; Pirate, 2; Kaiser, 3. DASH HANDICAP. One mile—Trixie, 1; Colin, 2; Molly, 3. Time, 2min. 51sec. SPRING HANDICAP. Two miles—Woodville, 1; Amber Tips, 2; Sailor, 3. Time, 5min. 48sec. HACK HANDICAP. One mile and a half—Maude Allerton, 1; Moor Star, 2. TRAINING AT FLEMINGTON. (By Telegraph—Press Association—Copyright.) Melbourne, October 25. Trafalgar ran six furlongs in 1min. 16sec., Lord Nolan negotiated the course over a mile in 1min. 44sec., and Malt King did seven furlongs in 1min. 30sec. The favourites for the Melbourne Cup are going well. NOTES AND COMMENTS. (By Gleaner.) The spring meeting of the Masterton Racing Club takes place on Thursday and Friday. Acceptances for the two principal events at the Wellington Pony and Galloway Racing Club's meeting close at noon on Thursday. Masterton, who completed successfully at the Trentham fixture, was railed as far as Marton Junction yesterday, and goes on to Waverley. Martyrdom, Weather, and Sir Tristram have been sent home to Hastings. Master Soult, Elysian, and Frontier are to be shipped to Sydney at fortnight's interval. It is probable that at the Hutt Park Trotting Club's next meeting a stake worth 200 sovs. will be offered for the two-year-olds. xyxy=(6,28,148,829)
table-row: Per quarter ton 8s. 6d. xyxy=(971,183,1103,191)
